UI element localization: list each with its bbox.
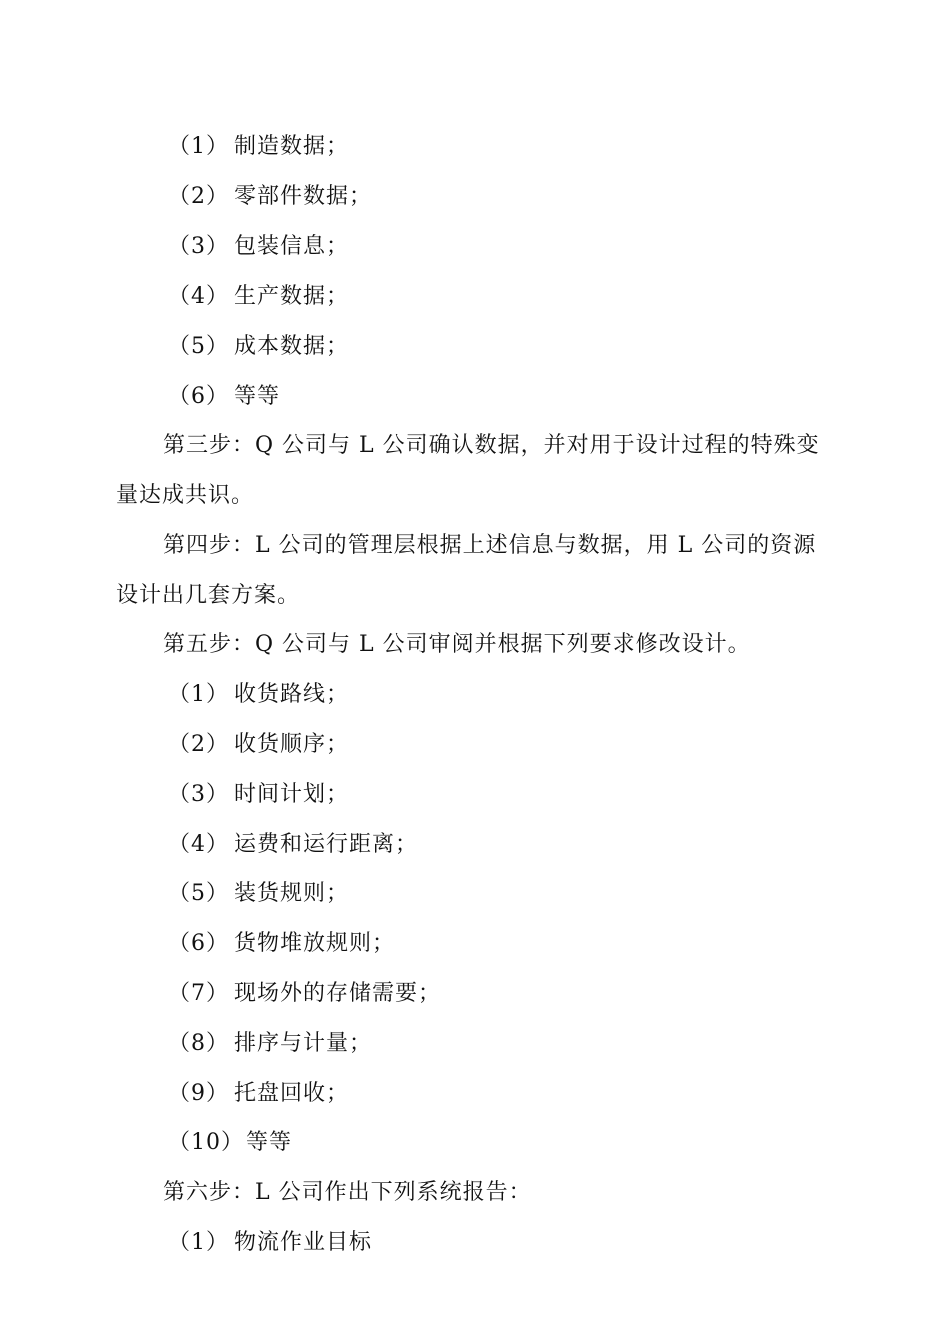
list-item-number: （5） [168, 334, 229, 359]
step4-paragraph-line1: 第四步：L 公司的管理层根据上述信息与数据，用 L 公司的资源 [163, 533, 817, 558]
list-item-number: （6） [168, 384, 229, 409]
list-item [168, 1079, 349, 1109]
list-item-number: （3） [168, 782, 229, 807]
list-item-text: 收货路线； [234, 682, 350, 707]
list-item [168, 1228, 372, 1258]
list-item [168, 1029, 372, 1059]
list-item-number: （3） [168, 234, 229, 259]
list-item-text: 托盘回收； [234, 1081, 350, 1106]
list-item-text: 现场外的存储需要； [234, 981, 442, 1006]
list-item [168, 332, 349, 362]
list-item-text: 装货规则； [234, 881, 350, 906]
list-item-text: 制造数据； [234, 134, 350, 159]
list-item-text: 零部件数据； [234, 184, 373, 209]
list-item-number: （2） [168, 732, 229, 757]
list-item [168, 730, 349, 760]
list-item-number: （10） [168, 1130, 244, 1155]
list-item-number: （1） [168, 134, 229, 159]
step6-paragraph: 第六步：L 公司作出下列系统报告： [163, 1180, 532, 1205]
list-item-text: 运费和运行距离； [234, 832, 419, 857]
list-item-number: （4） [168, 284, 229, 309]
list-item [168, 232, 349, 262]
list-item [168, 979, 441, 1009]
list-item-number: （7） [168, 981, 229, 1006]
list-item [168, 780, 349, 810]
step5-paragraph: 第五步：Q 公司与 L 公司审阅并根据下列要求修改设计。 [163, 632, 751, 657]
step4-paragraph-line2: 设计出几套方案。 [116, 583, 301, 608]
list-item-text: 等等 [246, 1130, 293, 1155]
list-item [168, 382, 280, 412]
list-item-text: 物流作业目标 [234, 1230, 373, 1255]
list-item-number: （1） [168, 682, 229, 707]
list-item [168, 182, 372, 212]
list-item-text: 时间计划； [234, 782, 350, 807]
list-item [168, 929, 395, 959]
list-item-number: （5） [168, 881, 229, 906]
list-item [168, 680, 349, 710]
list-item-number: （2） [168, 184, 229, 209]
list-item-text: 货物堆放规则； [234, 931, 396, 956]
list-item [168, 282, 349, 312]
list-item-number: （9） [168, 1081, 229, 1106]
list-item-text: 成本数据； [234, 334, 350, 359]
list-item-text: 包装信息； [234, 234, 350, 259]
list-item [168, 1128, 292, 1158]
list-item-number: （1） [168, 1230, 229, 1255]
list-item-text: 收货顺序； [234, 732, 350, 757]
list-item-text: 生产数据； [234, 284, 350, 309]
step3-paragraph-line1: 第三步：Q 公司与 L 公司确认数据，并对用于设计过程的特殊变 [163, 433, 820, 458]
list-item [168, 830, 418, 860]
list-item [168, 879, 349, 909]
list-item-text: 等等 [234, 384, 281, 409]
list-item [168, 132, 349, 162]
list-item-number: （4） [168, 832, 229, 857]
step3-paragraph-line2: 量达成共识。 [116, 483, 255, 508]
list-item-number: （8） [168, 1031, 229, 1056]
list-item-text: 排序与计量； [234, 1031, 373, 1056]
list-item-number: （6） [168, 931, 229, 956]
